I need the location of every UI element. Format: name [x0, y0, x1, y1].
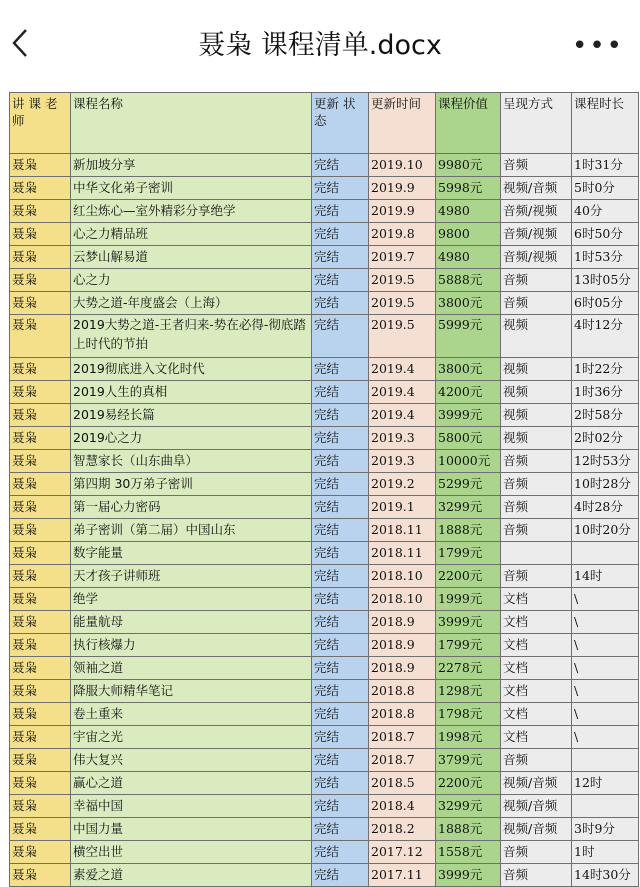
header-teacher: 讲 课 老师	[10, 93, 71, 154]
cell-course-name: 伟大复兴	[71, 749, 312, 772]
cell-course-name: 赢心之道	[71, 772, 312, 795]
cell-status: 完结	[312, 749, 369, 772]
cell-course-name: 第四期 30万弟子密训	[71, 473, 312, 496]
cell-format: 音频/视频	[501, 200, 572, 223]
cell-course-name: 中华文化弟子密训	[71, 177, 312, 200]
cell-status: 完结	[312, 381, 369, 404]
course-table	[9, 92, 639, 887]
cell-value: 3800元	[436, 292, 501, 315]
cell-duration: 12时	[572, 772, 639, 795]
cell-format: 文档	[501, 703, 572, 726]
header-course-name: 课程名称	[71, 93, 312, 154]
cell-course-name: 2019心之力	[71, 427, 312, 450]
cell-course-name: 心之力精品班	[71, 223, 312, 246]
cell-format: 音频	[501, 565, 572, 588]
cell-duration: \	[572, 726, 639, 749]
cell-course-name: 绝学	[71, 588, 312, 611]
cell-update-time: 2017.11	[369, 864, 436, 887]
cell-duration: \	[572, 703, 639, 726]
cell-duration	[572, 795, 639, 818]
cell-teacher: 聂枭	[10, 519, 71, 542]
cell-format: 音频	[501, 450, 572, 473]
cell-teacher: 聂枭	[10, 726, 71, 749]
cell-course-name: 2019人生的真相	[71, 381, 312, 404]
cell-teacher: 聂枭	[10, 680, 71, 703]
cell-value: 3999元	[436, 864, 501, 887]
cell-value: 1798元	[436, 703, 501, 726]
cell-status: 完结	[312, 657, 369, 680]
cell-update-time: 2019.5	[369, 269, 436, 292]
cell-value: 2278元	[436, 657, 501, 680]
cell-status: 完结	[312, 404, 369, 427]
cell-duration: 12时53分	[572, 450, 639, 473]
cell-update-time: 2019.10	[369, 154, 436, 177]
cell-value: 1999元	[436, 588, 501, 611]
cell-status: 完结	[312, 611, 369, 634]
table-row	[10, 200, 639, 223]
cell-value: 3999元	[436, 404, 501, 427]
cell-status: 完结	[312, 177, 369, 200]
cell-status: 完结	[312, 223, 369, 246]
cell-format: 音频/视频	[501, 246, 572, 269]
cell-course-name: 新加坡分享	[71, 154, 312, 177]
table-row	[10, 542, 639, 565]
table-row	[10, 818, 639, 841]
cell-status: 完结	[312, 473, 369, 496]
cell-duration: 1时22分	[572, 358, 639, 381]
cell-course-name: 卷土重来	[71, 703, 312, 726]
table-row	[10, 177, 639, 200]
cell-value: 3999元	[436, 611, 501, 634]
cell-status: 完结	[312, 818, 369, 841]
cell-update-time: 2019.3	[369, 427, 436, 450]
document-title: 聂枭 课程清单.docx	[198, 30, 442, 61]
table-row	[10, 315, 639, 358]
cell-format: 音频	[501, 473, 572, 496]
table-row	[10, 154, 639, 177]
cell-update-time: 2018.4	[369, 795, 436, 818]
cell-format: 音频	[501, 841, 572, 864]
cell-value: 2200元	[436, 565, 501, 588]
cell-duration: 14时30分	[572, 864, 639, 887]
header-value: 课程价值	[436, 93, 501, 154]
cell-teacher: 聂枭	[10, 749, 71, 772]
cell-course-name: 天才孩子讲师班	[71, 565, 312, 588]
cell-status: 完结	[312, 519, 369, 542]
cell-status: 完结	[312, 565, 369, 588]
cell-value: 3800元	[436, 358, 501, 381]
cell-duration: \	[572, 611, 639, 634]
cell-value: 4980	[436, 200, 501, 223]
cell-format: 视频/音频	[501, 177, 572, 200]
cell-value: 9800	[436, 223, 501, 246]
cell-duration: 6时50分	[572, 223, 639, 246]
cell-teacher: 聂枭	[10, 223, 71, 246]
cell-update-time: 2019.8	[369, 223, 436, 246]
cell-value: 3299元	[436, 795, 501, 818]
table-row	[10, 841, 639, 864]
cell-status: 完结	[312, 269, 369, 292]
table-row	[10, 404, 639, 427]
table-row	[10, 450, 639, 473]
cell-duration: 6时05分	[572, 292, 639, 315]
cell-course-name: 领袖之道	[71, 657, 312, 680]
cell-course-name: 能量航母	[71, 611, 312, 634]
cell-value: 4980	[436, 246, 501, 269]
cell-course-name: 红尘炼心—室外精彩分享绝学	[71, 200, 312, 223]
table-row	[10, 223, 639, 246]
cell-format: 视频	[501, 315, 572, 358]
cell-format: 音频	[501, 496, 572, 519]
cell-status: 完结	[312, 542, 369, 565]
cell-format: 文档	[501, 588, 572, 611]
cell-value: 2200元	[436, 772, 501, 795]
cell-format: 视频	[501, 404, 572, 427]
cell-format: 文档	[501, 634, 572, 657]
cell-value: 1799元	[436, 634, 501, 657]
cell-value: 5888元	[436, 269, 501, 292]
cell-value: 1298元	[436, 680, 501, 703]
cell-teacher: 聂枭	[10, 703, 71, 726]
cell-update-time: 2019.5	[369, 315, 436, 358]
cell-update-time: 2019.4	[369, 404, 436, 427]
cell-format	[501, 542, 572, 565]
cell-duration: \	[572, 657, 639, 680]
table-row	[10, 427, 639, 450]
cell-format: 视频/音频	[501, 818, 572, 841]
cell-format: 文档	[501, 657, 572, 680]
cell-value: 10000元	[436, 450, 501, 473]
cell-update-time: 2019.2	[369, 473, 436, 496]
cell-value: 1558元	[436, 841, 501, 864]
cell-course-name: 中国力量	[71, 818, 312, 841]
cell-teacher: 聂枭	[10, 177, 71, 200]
cell-status: 完结	[312, 864, 369, 887]
cell-value: 5800元	[436, 427, 501, 450]
cell-update-time: 2018.9	[369, 611, 436, 634]
cell-format: 文档	[501, 726, 572, 749]
cell-duration: 2时58分	[572, 404, 639, 427]
table-row	[10, 703, 639, 726]
cell-format: 音频	[501, 154, 572, 177]
cell-course-name: 横空出世	[71, 841, 312, 864]
cell-course-name: 宇宙之光	[71, 726, 312, 749]
cell-teacher: 聂枭	[10, 292, 71, 315]
cell-status: 完结	[312, 841, 369, 864]
cell-update-time: 2018.8	[369, 680, 436, 703]
cell-teacher: 聂枭	[10, 565, 71, 588]
cell-course-name: 执行核爆力	[71, 634, 312, 657]
cell-teacher: 聂枭	[10, 358, 71, 381]
table-row	[10, 588, 639, 611]
cell-status: 完结	[312, 726, 369, 749]
cell-teacher: 聂枭	[10, 588, 71, 611]
cell-status: 完结	[312, 795, 369, 818]
table-row	[10, 269, 639, 292]
table-row	[10, 772, 639, 795]
cell-duration: 14时	[572, 565, 639, 588]
cell-course-name: 幸福中国	[71, 795, 312, 818]
table-row	[10, 726, 639, 749]
cell-status: 完结	[312, 427, 369, 450]
cell-format: 文档	[501, 611, 572, 634]
cell-status: 完结	[312, 588, 369, 611]
cell-update-time: 2019.9	[369, 177, 436, 200]
cell-teacher: 聂枭	[10, 818, 71, 841]
table-row	[10, 246, 639, 269]
cell-value: 5998元	[436, 177, 501, 200]
cell-teacher: 聂枭	[10, 634, 71, 657]
table-row	[10, 519, 639, 542]
cell-status: 完结	[312, 154, 369, 177]
table-row	[10, 496, 639, 519]
cell-teacher: 聂枭	[10, 772, 71, 795]
cell-course-name: 大势之道-年度盛会（上海）	[71, 292, 312, 315]
cell-update-time: 2019.3	[369, 450, 436, 473]
cell-update-time: 2019.7	[369, 246, 436, 269]
cell-format: 音频	[501, 292, 572, 315]
cell-update-time: 2019.4	[369, 381, 436, 404]
cell-update-time: 2018.7	[369, 749, 436, 772]
cell-duration: 3时9分	[572, 818, 639, 841]
cell-course-name: 2019大势之道-王者归来-势在必得-彻底踏上时代的节拍	[71, 315, 312, 358]
cell-duration: 4时12分	[572, 315, 639, 358]
cell-update-time: 2019.9	[369, 200, 436, 223]
cell-update-time: 2018.9	[369, 657, 436, 680]
table-row	[10, 565, 639, 588]
cell-format: 视频	[501, 358, 572, 381]
table-row	[10, 358, 639, 381]
cell-status: 完结	[312, 200, 369, 223]
cell-status: 完结	[312, 292, 369, 315]
cell-teacher: 聂枭	[10, 200, 71, 223]
cell-format: 视频	[501, 381, 572, 404]
cell-course-name: 云梦山解易道	[71, 246, 312, 269]
cell-teacher: 聂枭	[10, 542, 71, 565]
more-button[interactable]	[572, 26, 624, 66]
cell-update-time: 2018.5	[369, 772, 436, 795]
cell-teacher: 聂枭	[10, 315, 71, 358]
cell-teacher: 聂枭	[10, 841, 71, 864]
cell-value: 4200元	[436, 381, 501, 404]
cell-teacher: 聂枭	[10, 404, 71, 427]
cell-teacher: 聂枭	[10, 657, 71, 680]
cell-update-time: 2018.9	[369, 634, 436, 657]
cell-teacher: 聂枭	[10, 427, 71, 450]
cell-course-name: 智慧家长（山东曲阜）	[71, 450, 312, 473]
more-horizontal-icon: •••	[571, 31, 624, 61]
cell-status: 完结	[312, 315, 369, 358]
table-body	[10, 154, 639, 887]
cell-value: 9980元	[436, 154, 501, 177]
table-row	[10, 634, 639, 657]
cell-duration: 1时	[572, 841, 639, 864]
cell-duration: 4时28分	[572, 496, 639, 519]
table-row	[10, 749, 639, 772]
top-bar	[0, 0, 640, 92]
cell-format: 音频	[501, 519, 572, 542]
cell-duration: 40分	[572, 200, 639, 223]
cell-value: 1799元	[436, 542, 501, 565]
document-viewer[interactable]	[0, 92, 640, 882]
cell-update-time: 2018.8	[369, 703, 436, 726]
table-row	[10, 864, 639, 887]
cell-course-name: 心之力	[71, 269, 312, 292]
cell-update-time: 2018.10	[369, 588, 436, 611]
cell-duration: 2时02分	[572, 427, 639, 450]
cell-status: 完结	[312, 634, 369, 657]
cell-value: 5299元	[436, 473, 501, 496]
cell-format: 视频	[501, 427, 572, 450]
cell-format: 音频	[501, 864, 572, 887]
cell-teacher: 聂枭	[10, 611, 71, 634]
cell-duration: 1时31分	[572, 154, 639, 177]
cell-value: 3299元	[436, 496, 501, 519]
cell-update-time: 2018.10	[369, 565, 436, 588]
cell-format: 音频	[501, 269, 572, 292]
cell-duration: 1时53分	[572, 246, 639, 269]
cell-value: 1888元	[436, 519, 501, 542]
cell-value: 3799元	[436, 749, 501, 772]
cell-format: 视频/音频	[501, 772, 572, 795]
cell-course-name: 弟子密训（第二届）中国山东	[71, 519, 312, 542]
cell-duration: \	[572, 680, 639, 703]
cell-duration: \	[572, 588, 639, 611]
cell-teacher: 聂枭	[10, 864, 71, 887]
cell-teacher: 聂枭	[10, 496, 71, 519]
table-row	[10, 795, 639, 818]
cell-update-time: 2018.11	[369, 519, 436, 542]
cell-course-name: 素爱之道	[71, 864, 312, 887]
cell-status: 完结	[312, 680, 369, 703]
cell-duration: 10时20分	[572, 519, 639, 542]
cell-course-name: 降服大师精华笔记	[71, 680, 312, 703]
cell-duration	[572, 542, 639, 565]
table-header-row	[10, 93, 639, 154]
cell-update-time: 2019.1	[369, 496, 436, 519]
cell-update-time: 2018.2	[369, 818, 436, 841]
cell-teacher: 聂枭	[10, 450, 71, 473]
cell-update-time: 2019.4	[369, 358, 436, 381]
cell-value: 5999元	[436, 315, 501, 358]
cell-status: 完结	[312, 703, 369, 726]
cell-duration: 5时0分	[572, 177, 639, 200]
header-duration: 课程时长	[572, 93, 639, 154]
cell-course-name: 第一届心力密码	[71, 496, 312, 519]
cell-status: 完结	[312, 450, 369, 473]
cell-update-time: 2019.5	[369, 292, 436, 315]
table-row	[10, 292, 639, 315]
cell-teacher: 聂枭	[10, 154, 71, 177]
cell-status: 完结	[312, 496, 369, 519]
cell-duration: 13时05分	[572, 269, 639, 292]
table-row	[10, 680, 639, 703]
header-update-time: 更新时间	[369, 93, 436, 154]
cell-duration: \	[572, 634, 639, 657]
cell-format: 视频/音频	[501, 795, 572, 818]
cell-status: 完结	[312, 246, 369, 269]
cell-status: 完结	[312, 358, 369, 381]
cell-teacher: 聂枭	[10, 795, 71, 818]
cell-teacher: 聂枭	[10, 473, 71, 496]
table-row	[10, 381, 639, 404]
cell-update-time: 2018.11	[369, 542, 436, 565]
header-status: 更新 状态	[312, 93, 369, 154]
table-row	[10, 611, 639, 634]
cell-duration: 1时36分	[572, 381, 639, 404]
table-row	[10, 473, 639, 496]
cell-status: 完结	[312, 772, 369, 795]
cell-update-time: 2017.12	[369, 841, 436, 864]
cell-format: 音频/视频	[501, 223, 572, 246]
cell-update-time: 2018.7	[369, 726, 436, 749]
cell-course-name: 数字能量	[71, 542, 312, 565]
cell-course-name: 2019彻底进入文化时代	[71, 358, 312, 381]
table-row	[10, 657, 639, 680]
cell-teacher: 聂枭	[10, 246, 71, 269]
cell-value: 1888元	[436, 818, 501, 841]
cell-duration: 10时28分	[572, 473, 639, 496]
cell-teacher: 聂枭	[10, 381, 71, 404]
header-format: 呈现方式	[501, 93, 572, 154]
cell-value: 1998元	[436, 726, 501, 749]
cell-duration	[572, 749, 639, 772]
cell-course-name: 2019易经长篇	[71, 404, 312, 427]
cell-teacher: 聂枭	[10, 269, 71, 292]
cell-format: 文档	[501, 680, 572, 703]
cell-format: 音频	[501, 749, 572, 772]
